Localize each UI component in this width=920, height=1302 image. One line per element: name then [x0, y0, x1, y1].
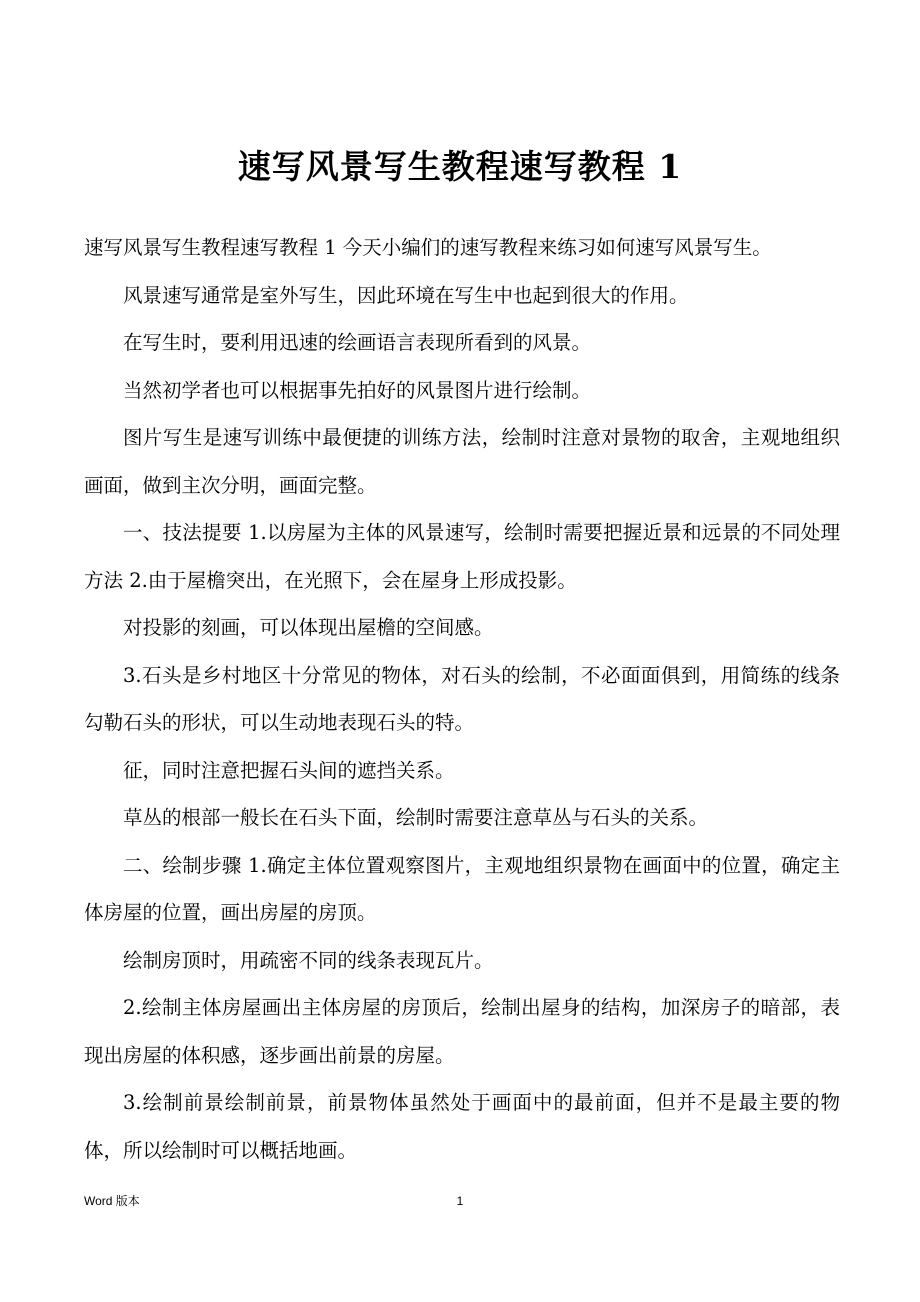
- document-body: [84, 224, 840, 1174]
- paragraph-6: 一、技法提要 1.以房屋为主体的风景速写，绘制时需要把握近景和远景的不同处理方法 2.由于屋檐突出，在光照下，会在屋身上形成投影。: [84, 521, 840, 592]
- paragraph-3: 在写生时，要利用迅速的绘画语言表现所看到的风景。: [123, 331, 592, 354]
- footer-version-label: Word 版本: [84, 1194, 140, 1208]
- paragraph-11: 二、绘制步骤 1.确定主体位置观察图片，主观地组织景物在画面中的位置，确定主体房屋的位置，画出房屋的房顶。: [84, 853, 840, 924]
- paragraph-14: 3.绘制前景绘制前景，前景物体虽然处于画面中的最前面，但并不是最主要的物体，所以绘制时可以概括地画。: [84, 1091, 840, 1162]
- footer-page-number: 1: [456, 1194, 464, 1208]
- paragraph-5: 图片写生是速写训练中最便捷的训练方法，绘制时注意对景物的取舍，主观地组织画面，做到主次分明，画面完整。: [84, 426, 840, 497]
- paragraph-2: 风景速写通常是室外写生，因此环境在写生中也起到很大的作用。: [123, 283, 689, 307]
- paragraph-12: 绘制房顶时，用疏密不同的线条表现瓦片。: [123, 948, 494, 972]
- paragraph-8: 3.石头是乡村地区十分常见的物体，对石头的绘制，不必面面俱到，用简练的线条勾勒石头的形状，可以生动地表现石头的特。: [84, 663, 840, 734]
- paragraph-7: 对投影的刻画，可以体现出屋檐的空间感。: [123, 616, 494, 639]
- paragraph-9: 征，同时注意把握石头间的遮挡关系。: [123, 758, 455, 782]
- paragraph-10: 草丛的根部一般长在石头下面，绘制时需要注意草丛与石头的关系。: [123, 806, 709, 829]
- paragraph-1: 速写风景写生教程速写教程 1 今天小编们的速写教程来练习如何速写风景写生。: [84, 236, 772, 259]
- paragraph-4: 当然初学者也可以根据事先拍好的风景图片进行绘制。: [123, 378, 592, 402]
- paragraph-13: 2.绘制主体房屋画出主体房屋的房顶后，绘制出屋身的结构，加深房子的暗部，表现出房屋的体积感，逐步画出前景的房屋。: [84, 996, 840, 1067]
- document-title: 速写风景写生教程速写教程 1: [237, 147, 683, 186]
